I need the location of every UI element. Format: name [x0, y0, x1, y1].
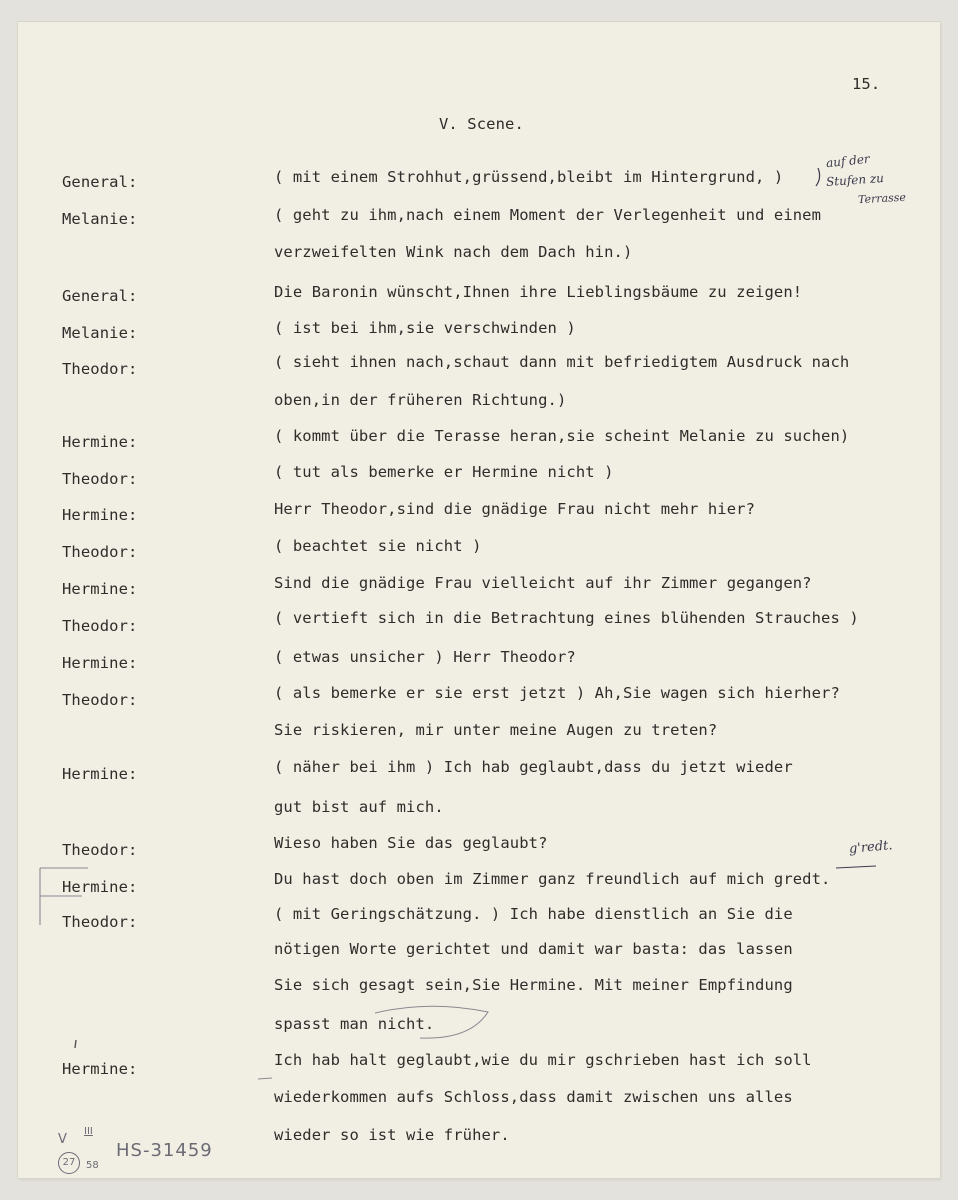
dialogue-line: gut bist auf mich.: [274, 798, 444, 816]
archive-signature: HS-31459: [116, 1140, 213, 1161]
archive-circled-number: 27: [58, 1152, 80, 1174]
dialogue-line: spasst man nicht.: [274, 1015, 435, 1033]
speaker-label: Theodor:: [62, 470, 138, 488]
handwritten-correction: g'redt.: [848, 838, 894, 857]
speaker-label: Hermine:: [62, 878, 138, 896]
archive-fraction-top: III: [84, 1126, 93, 1137]
dialogue-line: ( geht zu ihm,nach einem Moment der Verlegenheit und einem: [274, 206, 822, 224]
speaker-label: Melanie:: [62, 324, 138, 342]
archive-fraction-bottom: 58: [86, 1160, 99, 1171]
dialogue-line: nötigen Worte gerichtet und damit war basta: das lassen: [274, 940, 793, 958]
speaker-label: Hermine:: [62, 654, 138, 672]
speaker-label: Theodor:: [62, 913, 138, 931]
dialogue-line: ( vertieft sich in die Betrachtung eines blühenden Strauches ): [274, 609, 859, 627]
dialogue-line: ( näher bei ihm ) Ich hab geglaubt,dass du jetzt wieder: [274, 758, 793, 776]
dialogue-line: Ich hab halt geglaubt,wie du mir gschrieben hast ich soll: [274, 1051, 812, 1069]
dialogue-line: ( mit einem Strohhut,grüssend,bleibt im Hintergrund, ): [274, 168, 784, 186]
page-number: 15.: [852, 75, 881, 93]
archive-roman: V: [58, 1132, 67, 1147]
speaker-label: Theodor:: [62, 617, 138, 635]
dialogue-line: ( tut als bemerke er Hermine nicht ): [274, 463, 614, 481]
dialogue-line: Sind die gnädige Frau vielleicht auf ihr Zimmer gegangen?: [274, 574, 812, 592]
dialogue-line: ( mit Geringschätzung. ) Ich habe dienstlich an Sie die: [274, 905, 793, 923]
speaker-label: Hermine:: [62, 580, 138, 598]
dialogue-line: ( etwas unsicher ) Herr Theodor?: [274, 648, 576, 666]
dialogue-line: verzweifelten Wink nach dem Dach hin.): [274, 243, 633, 261]
dialogue-line: ( ist bei ihm,sie verschwinden ): [274, 319, 576, 337]
dialogue-line: ( sieht ihnen nach,schaut dann mit befriedigtem Ausdruck nach: [274, 353, 850, 371]
scene-title: V. Scene.: [439, 115, 524, 133]
handwritten-note: auf der: [825, 151, 871, 171]
dialogue-line: wieder so ist wie früher.: [274, 1126, 510, 1144]
dialogue-line: ( kommt über die Terasse heran,sie scheint Melanie zu suchen): [274, 427, 850, 445]
dialogue-line: ( als bemerke er sie erst jetzt ) Ah,Sie wagen sich hierher?: [274, 684, 840, 702]
handwritten-note: Terrasse: [857, 190, 907, 207]
dialogue-line: Sie riskieren, mir unter meine Augen zu treten?: [274, 721, 718, 739]
speaker-label: Hermine:: [62, 1060, 138, 1078]
dialogue-line: Wieso haben Sie das geglaubt?: [274, 834, 548, 852]
dialogue-line: Die Baronin wünscht,Ihnen ihre Lieblingsbäume zu zeigen!: [274, 283, 803, 301]
speaker-label: Theodor:: [62, 841, 138, 859]
handwritten-note: Stufen zu: [825, 170, 885, 190]
speaker-label: Theodor:: [62, 543, 138, 561]
dialogue-line: oben,in der früheren Richtung.): [274, 391, 567, 409]
speaker-label: Theodor:: [62, 360, 138, 378]
speaker-label: General:: [62, 287, 138, 305]
speaker-label: Hermine:: [62, 506, 138, 524]
dialogue-line: wiederkommen aufs Schloss,dass damit zwischen uns alles: [274, 1088, 793, 1106]
speaker-label: General:: [62, 173, 138, 191]
speaker-label: Hermine:: [62, 433, 138, 451]
dialogue-line: ( beachtet sie nicht ): [274, 537, 482, 555]
dialogue-line: Herr Theodor,sind die gnädige Frau nicht mehr hier?: [274, 500, 756, 518]
dialogue-line: Sie sich gesagt sein,Sie Hermine. Mit meiner Empfindung: [274, 976, 793, 994]
speaker-label: Hermine:: [62, 765, 138, 783]
speaker-label: Melanie:: [62, 210, 138, 228]
speaker-label: Theodor:: [62, 691, 138, 709]
dialogue-line: Du hast doch oben im Zimmer ganz freundlich auf mich gredt.: [274, 870, 831, 888]
